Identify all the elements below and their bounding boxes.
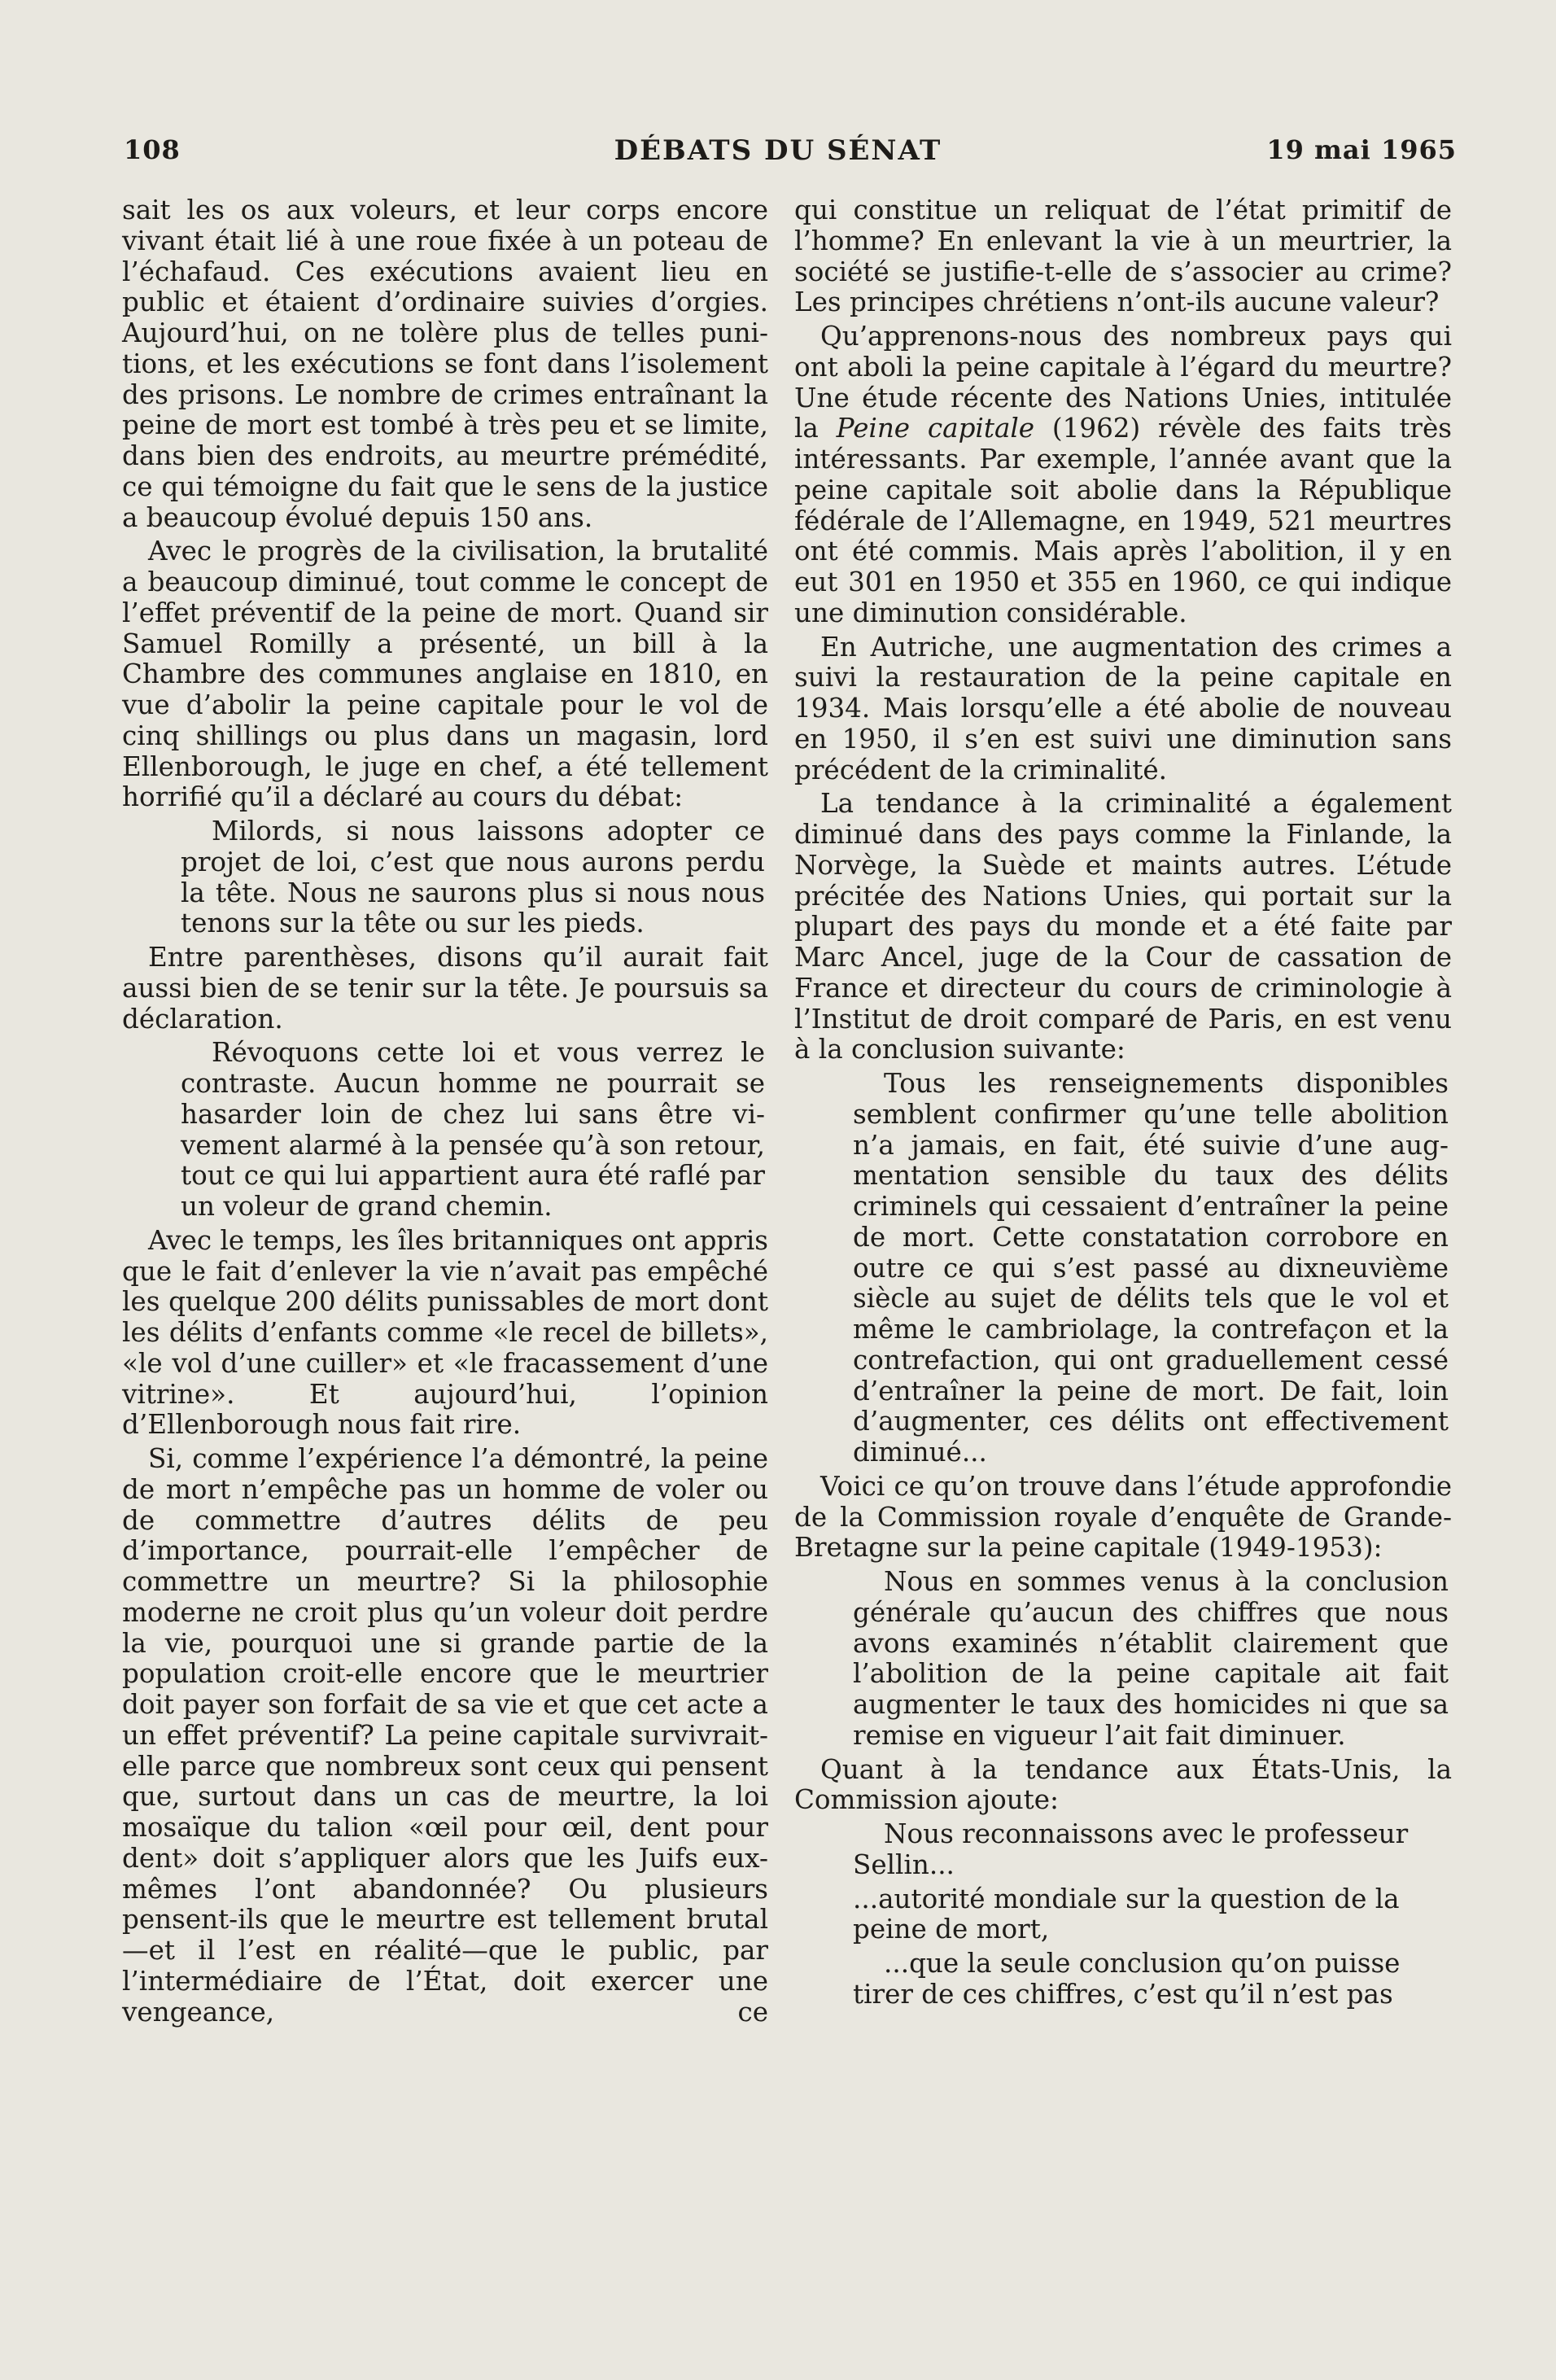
left-column [122, 195, 768, 2031]
paragraph: sait les os aux voleurs, et leur corps encore vivant était lié à une roue fixée à un poteau de l’échafaud. Ces exécutions avaient lieu en public et étaient d’ordinaire suivies d’orgies. Aujourd’hui, on ne tolère plus de telles punitions, et les exécutions se font dans l’isolement des prisons. Le nombre de crimes entraînant la peine de mort est tombé à très peu et se limite, dans bien des endroits, au meurtre prémédité, ce qui témoigne du fait que le sens de la justice a beaucoup évolué depuis 150 ans. [122, 195, 768, 533]
paragraph: qui constitue un reliquat de l’état primitif de l’homme? En enlevant la vie à un meurtrier, la société se justifie-t-elle de s’associer au crime? Les principes chrétiens n’ont-ils aucune valeur? [794, 195, 1452, 318]
paragraph: Entre parenthèses, disons qu’il aurait fait aussi bien de se tenir sur la tête. Je poursuis sa déclaration. [122, 942, 768, 1035]
paragraph: En Autriche, une augmentation des crimes a suivi la restauration de la peine capitale en 1934. Mais lorsqu’elle a été abolie de nouveau en 1950, il s’en est suivi une diminution sans précédent de la criminalité. [794, 631, 1452, 785]
block-quote: Nous en sommes venus à la conclusion générale qu’aucun des chiffres que nous avons examinés n’établit clairement que l’abolition de la peine capitale ait fait augmenter le taux des homicides ni que sa remise en vigueur l’ait fait diminuer. [853, 1566, 1449, 1751]
publication-title: Peine capitale [836, 413, 1035, 444]
page-date: 19 mai 1965 [1266, 134, 1457, 165]
paragraph: Voici ce qu’on trouve dans l’étude approfondie de la Commission royale d’enquête de Grande-Bretagne sur la peine capitale (1949-1953): [794, 1470, 1452, 1564]
paragraph: Avec le temps, les îles britanniques ont appris que le fait d’enlever la vie n’avait pas empêché les quelque 200 délits punissables de mort dont les délits d’enfants comme «le recel de billets», «le vol d’une cuiller» et «le fracassement d’une vitrine». Et aujourd’hui, l’opinion d’Ellenborough nous fait rire. [122, 1224, 768, 1441]
block-quote: ...que la seule conclusion qu’on puisse tirer de ces chiffres, c’est qu’il n’est pas [853, 1948, 1401, 2010]
block-quote: Nous reconnaissons avec le professeur Sellin... [853, 1818, 1409, 1880]
paragraph: La tendance à la criminalité a également diminué dans des pays comme la Finlande, la Norvège, la Suède et maints autres. L’étude précitée des Nations Unies, qui portait sur la plupart des pays du monde et a été faite par Marc Ancel, juge de la Cour de cassation de France et directeur du cours de criminologie à l’Institut de droit comparé de Paris, en est venu à la conclusion suivante: [794, 788, 1452, 1065]
paragraph: Quant à la tendance aux États-Unis, la Commission ajoute: [794, 1753, 1452, 1816]
paragraph [794, 322, 1452, 629]
block-quote: Milords, si nous laissons adopter ce projet de loi, c’est que nous aurons perdu la tête. Nous ne saurons plus si nous nous tenons sur la tête ou sur les pieds. [181, 816, 765, 939]
block-quote: Révoquons cette loi et vous verrez le contraste. Aucun homme ne pourrait se hasarder loin de chez lui sans être vivement alarmé à la pensée qu’à son retour, tout ce qui lui appartient aura été raflé par un voleur de grand chemin. [181, 1037, 765, 1222]
right-column [794, 195, 1452, 2014]
page-number: 108 [124, 134, 181, 165]
paragraph: Avec le progrès de la civilisation, la brutalité a beaucoup diminué, tout comme le concept de l’effet préventif de la peine de mort. Quand sir Samuel Romilly a présenté, un bill à la Chambre des communes anglaise en 1810, en vue d’abolir la peine capitale pour le vol de cinq shillings ou plus dans un magasin, lord Ellenborough, le juge en chef, a été tellement horrifié qu’il a déclaré au cours du débat: [122, 536, 768, 813]
text-run: (1962) révèle des faits très intéressants. Par exemple, l’année avant que la peine capitale soit abolie dans la République fédérale de l’Allemagne, en 1949, 521 meurtres ont été commis. Mais après l’abolition, il y en eut 301 en 1950 et 355 en 1960, ce qui indique une diminution considérable. [794, 413, 1452, 628]
block-quote: Tous les renseignements disponibles semblent confirmer qu’une telle abolition n’a jamais, en fait, été suivie d’une augmentation sensible du taux des délits criminels qui cessaient d’entraîner la peine de mort. Cette constatation corrobore en outre ce qui s’est passé au dixneuvième siècle au sujet de délits tels que le vol et même le cambriolage, la contrefaçon et la contrefaction, qui ont graduellement cessé d’entraîner la peine de mort. De fait, loin d’augmenter, ces délits ont effectivement diminué... [853, 1068, 1449, 1468]
text-run: Qu’apprenons-nous des nombreux pays qui ont aboli la peine capitale à l’égard du meurtre? Une étude récente des Nations Unies, intitulée la [794, 321, 1452, 444]
paragraph: Si, comme l’expérience l’a démontré, la peine de mort n’empêche pas un homme de voler ou de commettre d’autres délits de peu d’importance, pourrait-elle l’empêcher de commettre un meurtre? Si la philosophie moderne ne croit plus qu’un voleur doit perdre la vie, pourquoi une si grande partie de la population croit-elle encore que le meurtrier doit payer son forfait de sa vie et que cet acte a un effet préventif? La peine capitale survivrait-elle parce que nombreux sont ceux qui pensent que, surtout dans un cas de meurtre, la loi mosaïque du talion «œil pour œil, dent pour dent» doit s’appliquer alors que les Juifs eux-mêmes l’ont abandonnée? Ou plusieurs pensent-ils que le meurtre est tellement brutal—et il l’est en réalité—que le public, par l’intermédiaire de l’État, doit exercer une vengeance, ce [122, 1443, 768, 2028]
block-quote: ...autorité mondiale sur la question de la peine de mort, [853, 1883, 1400, 1945]
running-title: DÉBATS DU SÉNAT [614, 134, 942, 167]
